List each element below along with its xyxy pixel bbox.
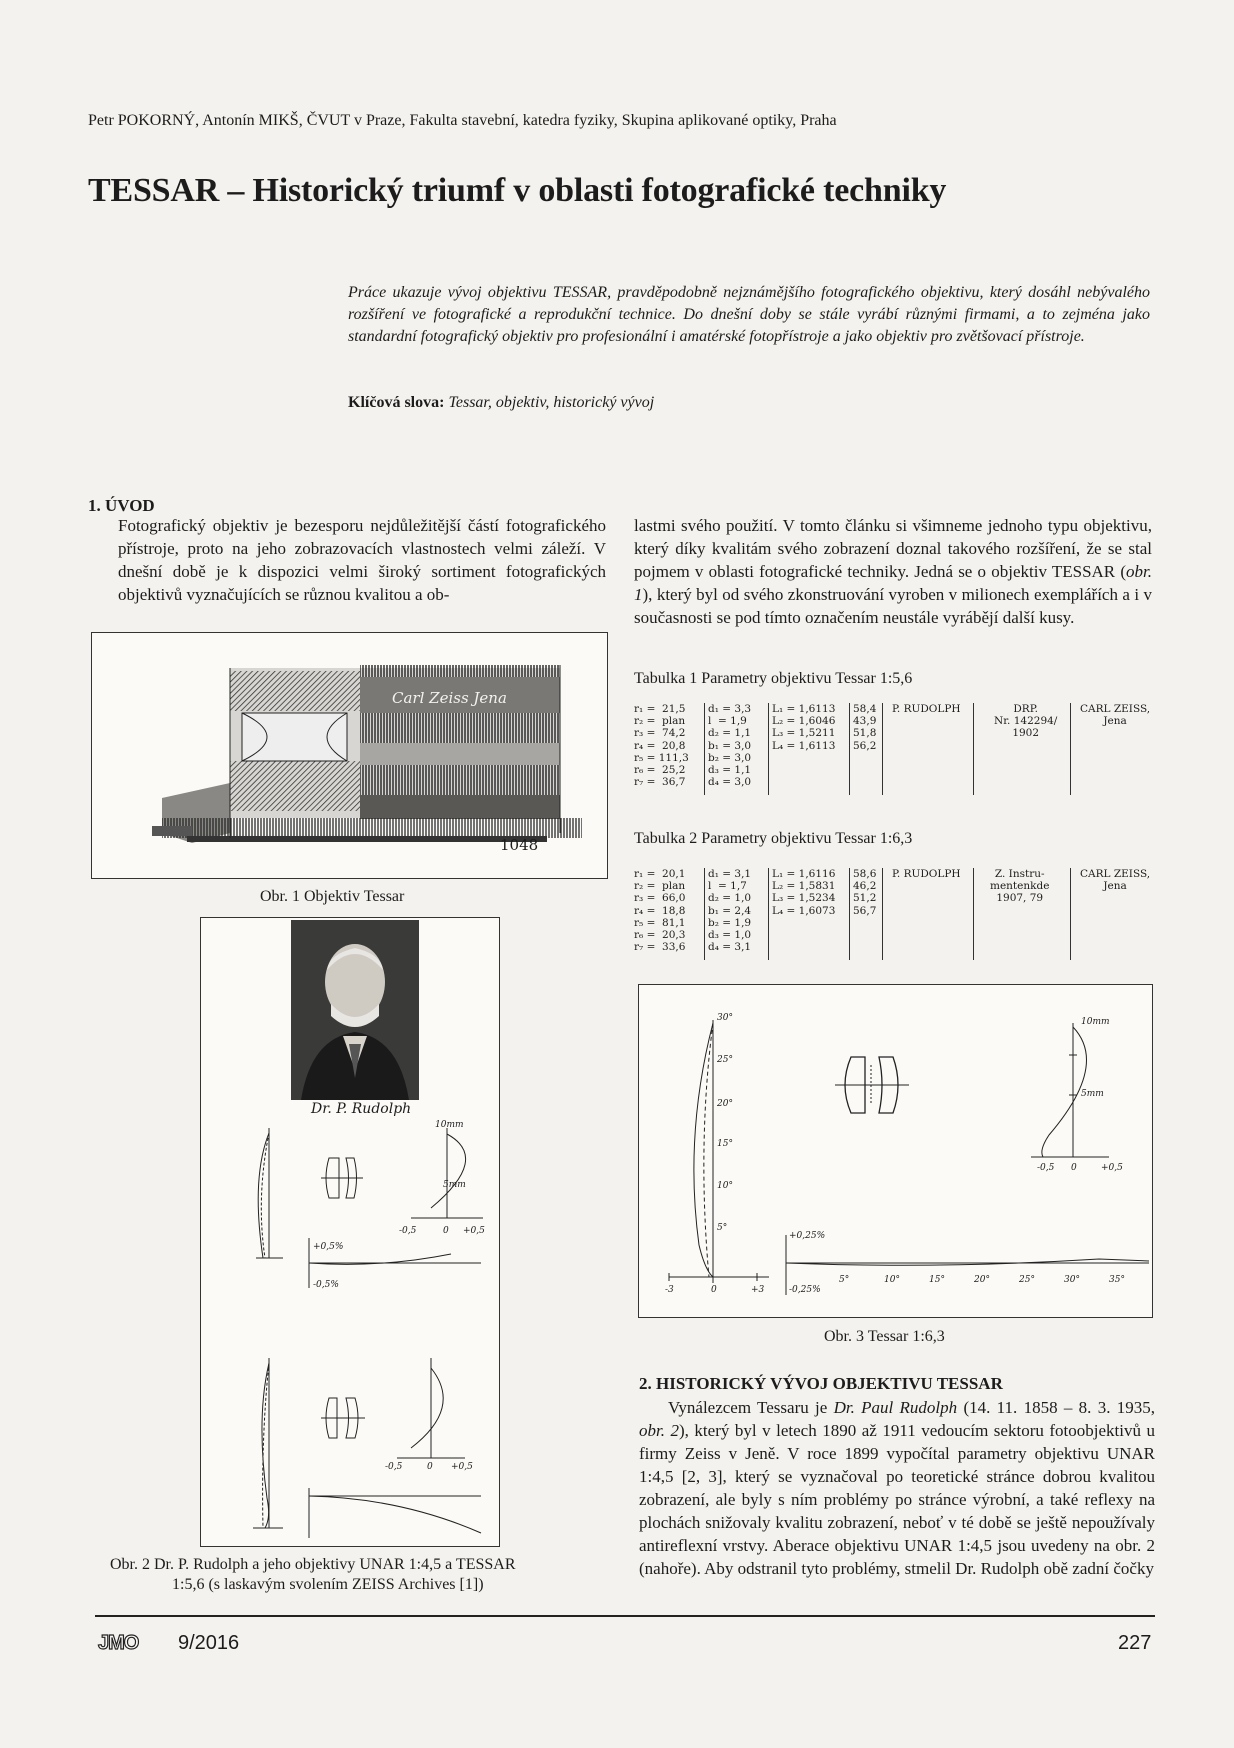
fig3-x-left-zero: 0 <box>711 1285 717 1295</box>
lens-engraving: Carl Zeiss Jena <box>392 689 507 707</box>
unar-dist-top: +0,5% <box>313 1242 344 1252</box>
keywords-list: Tessar, objektiv, historický vývoj <box>448 394 655 411</box>
fig3-angle-15: 15° <box>717 1139 733 1149</box>
fig3-dist-x-5: 5° <box>839 1275 850 1285</box>
figure-1-frame <box>91 632 608 879</box>
unar-tick-plus: +0,5 <box>463 1226 485 1236</box>
table-1-radii: r₁ = 21,5 r₂ = plan r₃ = 74,2 r₄ = 20,8 r₅ = 111,3 r₆ = 25,2 r₇ = 36,7 <box>634 703 689 789</box>
intro-text-col1-content: Fotografický objektiv je bezesporu nejdůležitější částí fotografického přístroje, proto na jeho zobrazovacích vlastnostech velmi záleží. V dnešní době je k dispozici velmi široký sortiment fotografických objektivů vyznačujících se různou kvalitou a ob- <box>118 516 606 604</box>
table-2-index: L₁ = 1,6116 L₂ = 1,5831 L₃ = 1,5234 L₄ = 1,6073 <box>772 868 836 917</box>
table-1 <box>634 703 1154 798</box>
rudolph-signature: Dr. P. Rudolph <box>311 1101 412 1117</box>
table-1-title: Tabulka 1 Parametry objektivu Tessar 1:5,6 <box>634 670 913 687</box>
table-2-radii: r₁ = 20,1 r₂ = plan r₃ = 66,0 r₄ = 18,8 r₅ = 81,1 r₆ = 20,3 r₇ = 33,6 <box>634 868 686 954</box>
table-1-patent: DRP. Nr. 142294/ 1902 <box>994 703 1058 740</box>
tessar-tick-plus: +0,5 <box>451 1462 473 1472</box>
fig3-x-right-zero: 0 <box>1071 1163 1077 1173</box>
intro-text-col2 <box>634 514 1152 629</box>
unar-tick-minus: -0,5 <box>399 1226 417 1236</box>
footer-rule <box>95 1615 1155 1617</box>
table-1-thickness: d₁ = 3,3 l = 1,9 d₂ = 1,1 b₁ = 3,0 b₂ = 3,0 d₃ = 1,1 d₄ = 3,0 <box>708 703 752 789</box>
fig3-angle-5: 5° <box>717 1223 728 1233</box>
figure-3-frame <box>638 984 1153 1318</box>
intro-text-col2-a: lastmi svého použití. V tomto článku si všimneme jednoho typu objektivu, který díky kvalitám svého zobrazení doznal takového rozšíření, že se stal pojmem v oblasti fotografické techniky. Jedná se o objektiv TESSAR ( <box>634 516 1152 581</box>
history-inventor-name: Dr. Paul Rudolph <box>833 1398 958 1417</box>
table-2-maker: CARL ZEISS, Jena <box>1080 868 1151 893</box>
intro-text-col2-b: ), který byl od svého zkonstruování vyroben v milionech exemplářích a i v současnosti se pod tímto označením neustále vyrábějí další kusy. <box>634 585 1152 627</box>
figure-2-caption-line2: 1:5,6 (s laskavým svolením ZEISS Archives [1]) <box>172 1576 484 1593</box>
fig3-dist-x-25: 25° <box>1019 1275 1035 1285</box>
portrait-illustration <box>291 920 419 1100</box>
rudolph-portrait <box>291 920 419 1100</box>
figure-1-caption: Obr. 1 Objektiv Tessar <box>260 888 405 905</box>
figure-2-caption-line1: Obr. 2 Dr. P. Rudolph a jeho objektivy UNAR 1:4,5 a TESSAR <box>110 1556 516 1573</box>
unar-tick-10mm: 10mm <box>435 1120 464 1130</box>
intro-text-col1 <box>118 514 606 606</box>
fig3-dist-bottom: -0,25% <box>789 1285 821 1295</box>
fig3-x-left-plus: +3 <box>751 1285 765 1295</box>
table-2 <box>634 868 1154 963</box>
fig3-angle-30: 30° <box>717 1013 733 1023</box>
issue-number: 9/2016 <box>178 1632 240 1654</box>
journal-logo: JMO <box>98 1632 139 1654</box>
section-heading-intro: 1. ÚVOD <box>88 496 155 515</box>
unar-aberration-diagram <box>201 1118 499 1328</box>
tessar-aberration-diagram <box>201 1348 499 1543</box>
page-number: 227 <box>1118 1632 1152 1654</box>
fig2-reference: obr. 2 <box>639 1421 679 1440</box>
fig3-dist-x-10: 10° <box>884 1275 900 1285</box>
table-1-maker: CARL ZEISS, Jena <box>1080 703 1151 728</box>
fig3-mm-5: 5mm <box>1081 1089 1104 1099</box>
fig3-x-right-plus: +0,5 <box>1101 1163 1123 1173</box>
fig3-dist-x-20: 20° <box>974 1275 990 1285</box>
history-text <box>639 1396 1155 1580</box>
keywords-label: Klíčová slova: <box>348 394 445 411</box>
table-2-patent: Z. Instru- mentenkde 1907, 79 <box>990 868 1050 905</box>
fig1-reference: obr. 1 <box>634 562 1152 604</box>
tessar-tick-zero: 0 <box>427 1462 433 1472</box>
fig3-angle-25: 25° <box>717 1055 733 1065</box>
fig3-dist-x-15: 15° <box>929 1275 945 1285</box>
abstract: Práce ukazuje vývoj objektivu TESSAR, pravděpodobně nejznámějšího fotografického objektivu, který dosáhl nebývalého rozšíření ve fotografické a reprodukční technice. Do dnešní doby se stále vyrábí různými firmami, a to zejména jako standardní fotografický objektiv pro profesionální i amatérské fotopřístroje a jako objektiv pro zvětšovací přístroje. <box>348 284 1150 345</box>
unar-tick-zero: 0 <box>443 1226 449 1236</box>
table-2-thickness: d₁ = 3,1 l = 1,7 d₂ = 1,0 b₁ = 2,4 b₂ = 1,9 d₃ = 1,0 d₄ = 3,1 <box>708 868 752 954</box>
figure-2-frame <box>200 917 500 1547</box>
fig3-mm-10: 10mm <box>1081 1017 1110 1027</box>
table-2-title: Tabulka 2 Parametry objektivu Tessar 1:6,3 <box>634 830 913 847</box>
fig3-dist-top: +0,25% <box>789 1231 826 1241</box>
unar-tick-5mm: 5mm <box>443 1180 466 1190</box>
history-text-a: Vynálezcem Tessaru je <box>668 1398 834 1417</box>
fig3-dist-x-35: 35° <box>1109 1275 1125 1285</box>
keywords <box>348 394 654 412</box>
history-text-rest: ), který byl v letech 1890 až 1911 vedoucím sektoru fotoobjektivů u firmy Zeiss v Jeně. V roce 1899 vypočítal parametry objektivu UNAR 1:4,5 [2, 3], který se vyznačoval po teoretické stránce dobrou kvalitou zobrazení, ale byly s ním problémy po stránce výrobní, a také reflexy na plochách snižovaly kvalitu zobrazení, neboť v té době se ještě nepoužívaly antireflexní vrstvy. Aberace objektivu UNAR 1:4,5 jsou uvedeny na obr. 2 (nahoře). Aby odstranil tyto problémy, stmelil Dr. Rudolph obě zadní čočky <box>639 1421 1155 1578</box>
table-2-abbe: 58,6 46,2 51,2 56,7 <box>853 868 877 917</box>
table-1-designer: P. RUDOLPH <box>892 703 961 715</box>
fig3-x-right-minus: -0,5 <box>1037 1163 1055 1173</box>
table-2-designer: P. RUDOLPH <box>892 868 961 880</box>
fig3-x-left-minus: -3 <box>665 1285 674 1295</box>
section-heading-history: 2. HISTORICKÝ VÝVOJ OBJEKTIVU TESSAR <box>639 1374 1003 1393</box>
fig3-angle-10: 10° <box>717 1181 733 1191</box>
tessar-tick-minus: -0,5 <box>385 1462 403 1472</box>
table-1-index: L₁ = 1,6113 L₂ = 1,6046 L₃ = 1,5211 L₄ = 1,6113 <box>772 703 836 752</box>
fig3-dist-x-30: 30° <box>1064 1275 1080 1285</box>
unar-dist-bottom: -0,5% <box>313 1280 339 1290</box>
tessar-6-3-aberration-diagram <box>639 985 1152 1317</box>
history-text-dates: (14. 11. 1858 – 8. 3. 1935, <box>957 1398 1155 1417</box>
figure-1-number: 1048 <box>500 836 539 854</box>
figure-3-caption: Obr. 3 Tessar 1:6,3 <box>824 1328 945 1345</box>
author-line: Petr POKORNÝ, Antonín MIKŠ, ČVUT v Praze, Fakulta stavební, katedra fyziky, Skupina aplikované optiky, Praha <box>88 112 837 129</box>
fig3-angle-20: 20° <box>717 1099 733 1109</box>
table-1-abbe: 58,4 43,9 51,8 56,2 <box>853 703 877 752</box>
article-title: TESSAR – Historický triumf v oblasti fotografické techniky <box>88 172 947 209</box>
